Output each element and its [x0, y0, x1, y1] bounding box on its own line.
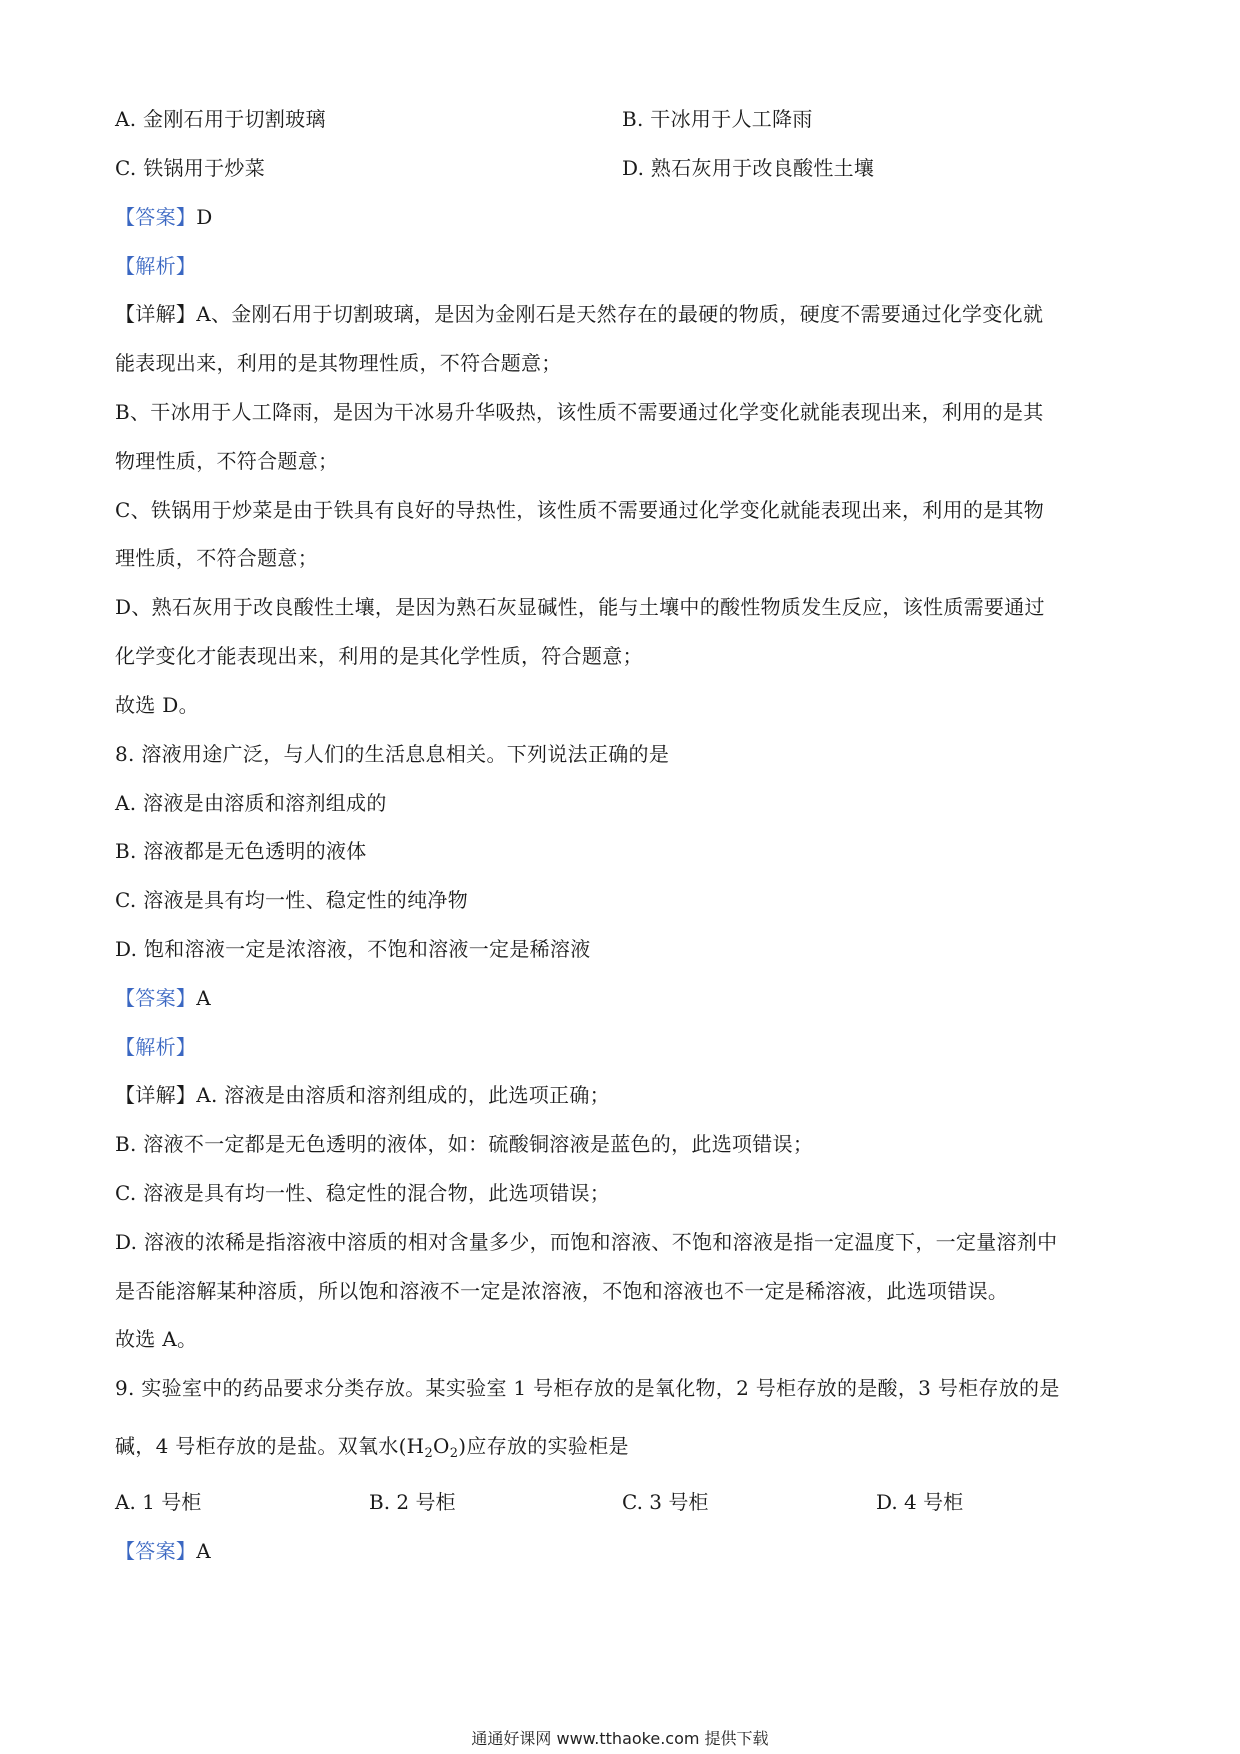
q8-detail-line-3: D. 溶液的浓稀是指溶液中溶质的相对含量多少，而饱和溶液、不饱和溶液是指一定温度下，一定量溶剂中	[115, 1230, 1058, 1254]
q8-detail-line-0	[115, 1081, 1125, 1109]
q7-detail-line-1: 能表现出来，利用的是其物理性质，不符合题意；	[115, 351, 562, 375]
q8-detail-line-1: B. 溶液不一定都是无色透明的液体，如：硫酸铜溶液是蓝色的，此选项错误；	[115, 1132, 814, 1156]
q9-stem-line-2	[115, 1432, 1125, 1468]
q7-detail-line-6: D、熟石灰用于改良酸性土壤，是因为熟石灰显碱性，能与土壤中的酸性物质发生反应，该性质需要通过	[115, 595, 1045, 619]
q8-analysis-tag	[115, 1033, 1125, 1061]
q9-option-c: C. 3 号柜	[622, 1490, 709, 1514]
q7-detail-line-7: 化学变化才能表现出来，利用的是其化学性质，符合题意；	[115, 644, 643, 668]
answer-value: D	[196, 205, 213, 229]
q7-detail-line-3: 物理性质，不符合题意；	[115, 449, 339, 473]
q7-analysis-tag	[115, 252, 1125, 280]
q9-stem-text: )应存放的实验柜是	[458, 1434, 629, 1458]
answer-tag: 【答案】	[115, 986, 197, 1010]
q8-option-c: C. 溶液是具有均一性、稳定性的纯净物	[115, 888, 469, 912]
q7-detail-line-0	[115, 300, 1125, 328]
detail-text: A. 溶液是由溶质和溶剂组成的，此选项正确；	[196, 1083, 610, 1107]
q8-option-b: B. 溶液都是无色透明的液体	[115, 839, 367, 863]
q9-option-b: B. 2 号柜	[369, 1490, 456, 1514]
formula-part: O	[433, 1434, 450, 1458]
q7-option-b: B. 干冰用于人工降雨	[622, 107, 813, 131]
q9-option-a: A. 1 号柜	[115, 1490, 202, 1514]
answer-tag: 【答案】	[115, 205, 197, 229]
q7-option-a: A. 金刚石用于切割玻璃	[115, 107, 326, 131]
detail-tag: 【详解】	[115, 1083, 197, 1107]
q8-detail-line-2: C. 溶液是具有均一性、稳定性的混合物，此选项错误；	[115, 1181, 611, 1205]
q7-answer	[115, 203, 1125, 231]
subscript: 2	[449, 1446, 459, 1461]
detail-text: A、金刚石用于切割玻璃，是因为金刚石是天然存在的最硬的物质，硬度不需要通过化学变化就	[196, 302, 1044, 326]
answer-tag: 【答案】	[115, 1539, 197, 1563]
q8-option-d: D. 饱和溶液一定是浓溶液，不饱和溶液一定是稀溶液	[115, 937, 591, 961]
q7-option-d: D. 熟石灰用于改良酸性土壤	[622, 156, 875, 180]
q8-conclusion: 故选 A。	[115, 1327, 198, 1351]
q8-answer	[115, 984, 1125, 1012]
q9-option-d: D. 4 号柜	[876, 1490, 964, 1514]
q7-option-c: C. 铁锅用于炒菜	[115, 156, 266, 180]
q9-stem-text: 碱，4 号柜存放的是盐。双氧水(H	[115, 1434, 425, 1458]
q8-stem: 8. 溶液用途广泛，与人们的生活息息相关。下列说法正确的是	[115, 742, 670, 766]
answer-value: A	[196, 1539, 211, 1563]
answer-value: A	[196, 986, 211, 1010]
page-footer: 通通好课网 www.tthaoke.com 提供下载	[471, 1729, 769, 1748]
q7-detail-line-2: B、干冰用于人工降雨，是因为干冰易升华吸热，该性质不需要通过化学变化就能表现出来，利用的是其	[115, 400, 1044, 424]
q7-detail-line-4: C、铁锅用于炒菜是由于铁具有良好的导热性，该性质不需要通过化学变化就能表现出来，利用的是其物	[115, 498, 1045, 522]
q9-answer	[115, 1537, 1125, 1565]
q7-conclusion: 故选 D。	[115, 693, 199, 717]
detail-tag: 【详解】	[115, 302, 197, 326]
q7-detail-line-5: 理性质，不符合题意；	[115, 546, 318, 570]
q9-stem-line-1: 9. 实验室中的药品要求分类存放。某实验室 1 号柜存放的是氧化物，2 号柜存放的是酸，3 号柜存放的是	[115, 1376, 1060, 1400]
analysis-tag: 【解析】	[115, 1035, 197, 1059]
q8-option-a: A. 溶液是由溶质和溶剂组成的	[115, 791, 387, 815]
q8-detail-line-4: 是否能溶解某种溶质，所以饱和溶液不一定是浓溶液，不饱和溶液也不一定是稀溶液，此选项错误。	[115, 1279, 1009, 1303]
analysis-tag: 【解析】	[115, 254, 197, 278]
subscript: 2	[424, 1446, 434, 1461]
